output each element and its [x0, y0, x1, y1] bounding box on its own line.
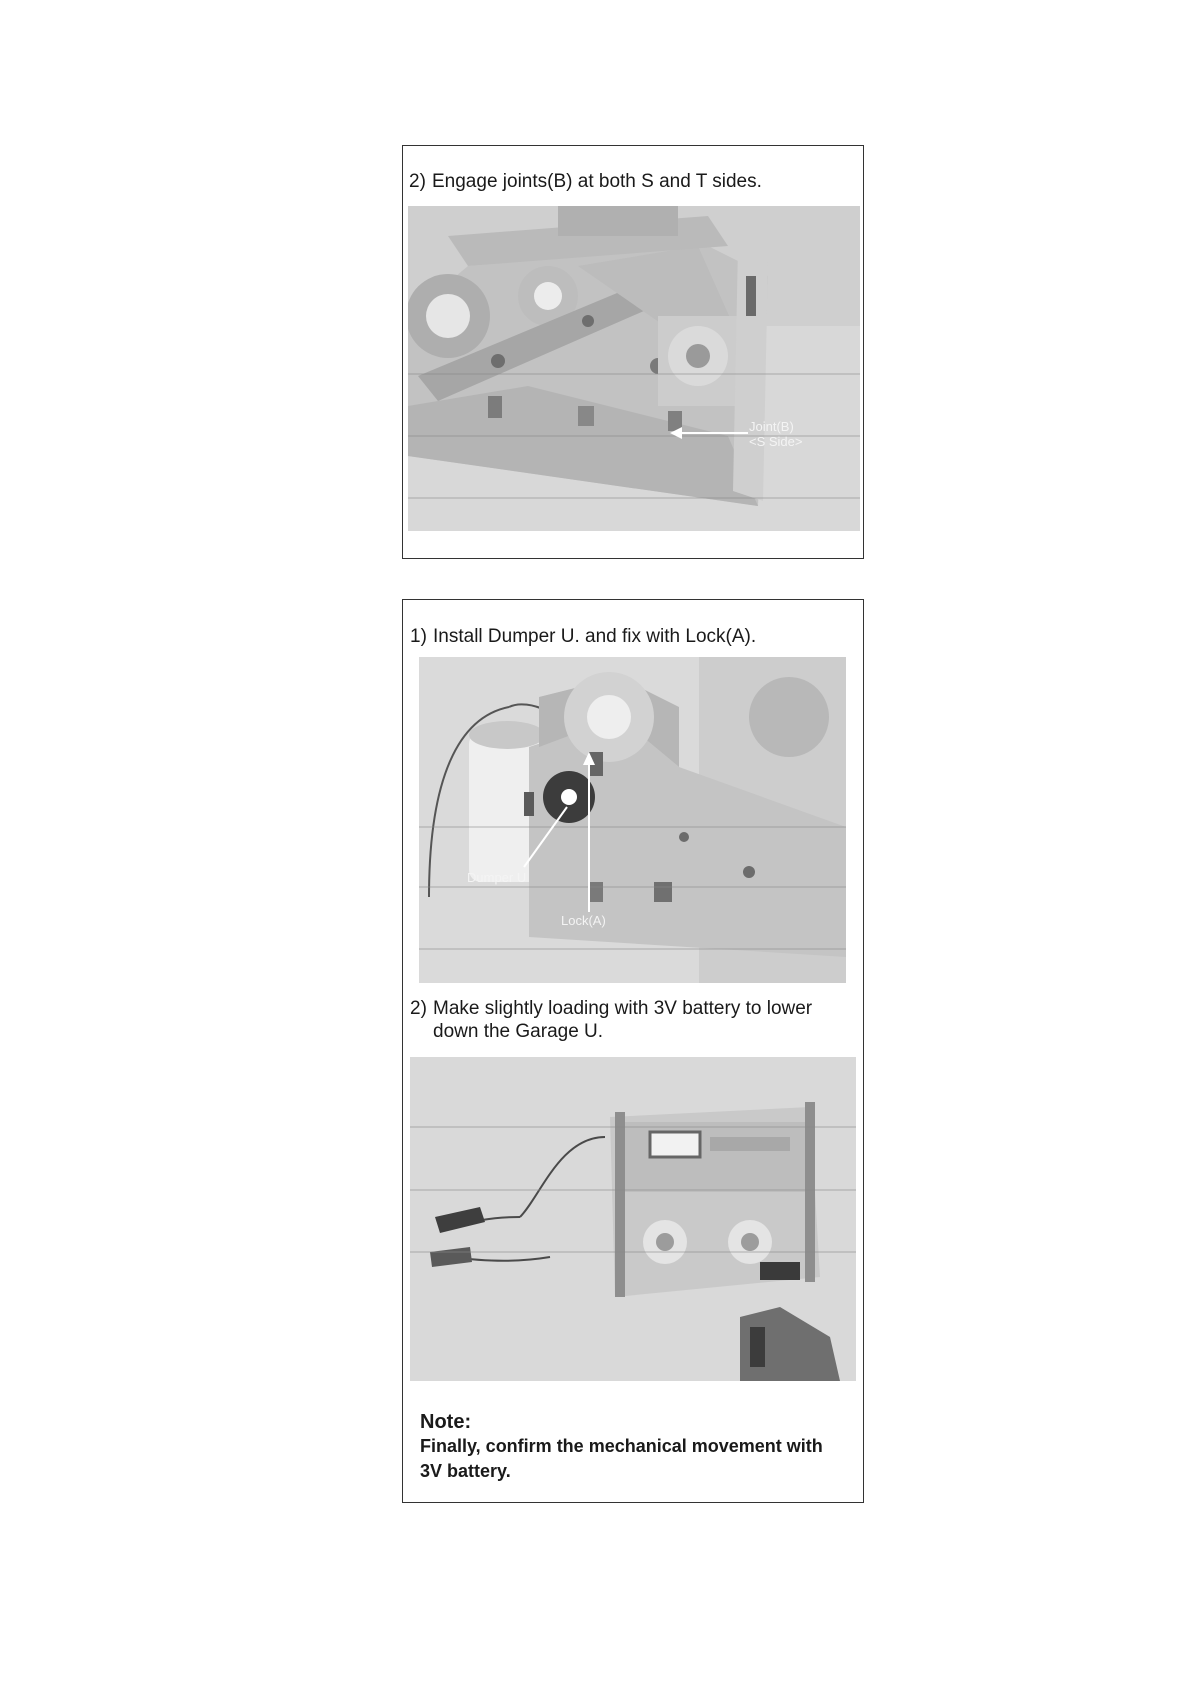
step-text: Engage joints(B) at both S and T sides. — [432, 171, 762, 192]
step-2-engage-joints — [409, 170, 762, 193]
note-heading: Note: — [420, 1411, 472, 1433]
instruction-panel-top — [402, 145, 864, 559]
mechanism-photo-joint-b — [408, 206, 860, 531]
note-body — [420, 1434, 860, 1484]
note-line2: 3V battery. — [420, 1461, 511, 1481]
step-number: 2) — [410, 998, 427, 1019]
step-1-install-dumper — [410, 625, 756, 648]
instruction-panel-bottom — [402, 599, 864, 1503]
dumper-illustration — [419, 657, 846, 983]
step-number: 2) — [409, 171, 426, 192]
callout-dumper-u: Dumper U — [467, 870, 527, 885]
step-text-line1: Make slightly loading with 3V battery to lower — [433, 998, 813, 1019]
callout-lock-a: Lock(A) — [561, 913, 606, 928]
mechanism-photo-dumper — [419, 657, 846, 983]
mechanism-illustration — [408, 206, 860, 531]
note-line1: Finally, confirm the mechanical movement with — [420, 1436, 823, 1456]
step-text-line2: down the Garage U. — [433, 1021, 604, 1042]
step-text: Install Dumper U. and fix with Lock(A). — [433, 626, 757, 647]
step-number: 1) — [410, 626, 427, 647]
callout-joint-b — [749, 419, 803, 449]
callout-joint-b-line2: <S Side> — [749, 434, 803, 449]
callout-joint-b-line1: Joint(B) — [749, 419, 794, 434]
step-2-load-battery — [410, 997, 812, 1043]
mechanism-photo-battery — [410, 1057, 856, 1381]
battery-loading-illustration — [410, 1057, 856, 1381]
